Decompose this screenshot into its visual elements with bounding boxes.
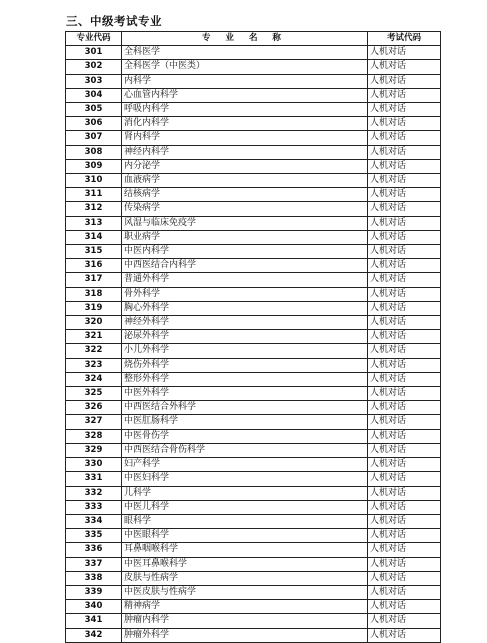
exam-cell: 人机对话 — [368, 301, 441, 315]
exam-cell: 人机对话 — [368, 500, 441, 514]
name-cell: 呼吸内科学 — [122, 103, 368, 117]
section-heading: 三、中级考试专业 — [66, 14, 162, 28]
table-row — [66, 174, 441, 188]
table-row — [66, 103, 441, 117]
name-cell: 职业病学 — [122, 230, 368, 244]
exam-cell: 人机对话 — [368, 159, 441, 173]
exam-cell: 人机对话 — [368, 259, 441, 273]
code-cell: 304 — [66, 88, 122, 102]
code-cell: 335 — [66, 529, 122, 543]
name-cell: 眼科学 — [122, 514, 368, 528]
table-row — [66, 344, 441, 358]
table-row — [66, 415, 441, 429]
exam-cell: 人机对话 — [368, 174, 441, 188]
name-cell: 血液病学 — [122, 174, 368, 188]
table-row — [66, 88, 441, 102]
exam-cell: 人机对话 — [368, 245, 441, 259]
code-cell: 329 — [66, 443, 122, 457]
name-cell: 中西医结合外科学 — [122, 401, 368, 415]
code-cell: 307 — [66, 131, 122, 145]
code-cell: 340 — [66, 600, 122, 614]
code-cell: 336 — [66, 543, 122, 557]
code-cell: 310 — [66, 174, 122, 188]
table-row — [66, 600, 441, 614]
name-cell: 神经内科学 — [122, 145, 368, 159]
table-row — [66, 159, 441, 173]
exam-cell: 人机对话 — [368, 543, 441, 557]
exam-cell: 人机对话 — [368, 330, 441, 344]
code-cell: 334 — [66, 514, 122, 528]
exam-cell: 人机对话 — [368, 344, 441, 358]
code-cell: 303 — [66, 74, 122, 88]
table-row — [66, 472, 441, 486]
code-cell: 316 — [66, 259, 122, 273]
table-row — [66, 557, 441, 571]
code-cell: 317 — [66, 273, 122, 287]
code-cell: 330 — [66, 458, 122, 472]
code-cell: 319 — [66, 301, 122, 315]
name-cell: 中医内科学 — [122, 245, 368, 259]
name-cell: 中医皮肤与性病学 — [122, 585, 368, 599]
table-row — [66, 500, 441, 514]
table-row — [66, 245, 441, 259]
exam-cell: 人机对话 — [368, 60, 441, 74]
exam-cell: 人机对话 — [368, 103, 441, 117]
code-cell: 325 — [66, 387, 122, 401]
name-cell: 妇产科学 — [122, 458, 368, 472]
name-cell: 中医骨伤学 — [122, 429, 368, 443]
name-cell: 中医眼科学 — [122, 529, 368, 543]
exam-cell: 人机对话 — [368, 74, 441, 88]
table-row — [66, 301, 441, 315]
code-cell: 301 — [66, 46, 122, 60]
name-cell: 泌尿外科学 — [122, 330, 368, 344]
name-cell: 小儿外科学 — [122, 344, 368, 358]
code-cell: 324 — [66, 372, 122, 386]
table-row — [66, 543, 441, 557]
name-cell: 心血管内科学 — [122, 88, 368, 102]
table-row — [66, 429, 441, 443]
name-cell: 胸心外科学 — [122, 301, 368, 315]
specialty-table — [65, 31, 441, 643]
exam-cell: 人机对话 — [368, 188, 441, 202]
exam-cell: 人机对话 — [368, 514, 441, 528]
exam-cell: 人机对话 — [368, 117, 441, 131]
name-cell: 整形外科学 — [122, 372, 368, 386]
name-cell: 内科学 — [122, 74, 368, 88]
exam-cell: 人机对话 — [368, 230, 441, 244]
code-cell: 306 — [66, 117, 122, 131]
table-row — [66, 273, 441, 287]
name-cell: 中医肛肠科学 — [122, 415, 368, 429]
code-cell: 338 — [66, 571, 122, 585]
code-cell: 342 — [66, 628, 122, 642]
table-row — [66, 131, 441, 145]
code-cell: 323 — [66, 358, 122, 372]
exam-cell: 人机对话 — [368, 458, 441, 472]
name-cell: 传染病学 — [122, 202, 368, 216]
code-cell: 331 — [66, 472, 122, 486]
name-cell: 风湿与临床免疫学 — [122, 216, 368, 230]
exam-cell: 人机对话 — [368, 46, 441, 60]
table-row — [66, 614, 441, 628]
code-cell: 341 — [66, 614, 122, 628]
name-cell: 肾内科学 — [122, 131, 368, 145]
name-cell: 消化内科学 — [122, 117, 368, 131]
exam-cell: 人机对话 — [368, 387, 441, 401]
code-cell: 326 — [66, 401, 122, 415]
code-cell: 320 — [66, 316, 122, 330]
table-row — [66, 188, 441, 202]
code-cell: 302 — [66, 60, 122, 74]
exam-cell: 人机对话 — [368, 585, 441, 599]
table-row — [66, 259, 441, 273]
table-row — [66, 145, 441, 159]
name-cell: 肿瘤内科学 — [122, 614, 368, 628]
exam-cell: 人机对话 — [368, 287, 441, 301]
name-cell: 耳鼻咽喉科学 — [122, 543, 368, 557]
name-cell: 普通外科学 — [122, 273, 368, 287]
code-cell: 318 — [66, 287, 122, 301]
table-body — [66, 46, 441, 643]
name-cell: 中医妇科学 — [122, 472, 368, 486]
exam-cell: 人机对话 — [368, 472, 441, 486]
exam-cell: 人机对话 — [368, 372, 441, 386]
exam-cell: 人机对话 — [368, 358, 441, 372]
header-code: 专业代码 — [66, 32, 122, 46]
table-row — [66, 401, 441, 415]
exam-cell: 人机对话 — [368, 529, 441, 543]
table-row — [66, 202, 441, 216]
table-row — [66, 486, 441, 500]
name-cell: 骨外科学 — [122, 287, 368, 301]
name-cell: 结核病学 — [122, 188, 368, 202]
table-row — [66, 330, 441, 344]
code-cell: 321 — [66, 330, 122, 344]
table-row — [66, 387, 441, 401]
name-cell: 全科医学（中医类） — [122, 60, 368, 74]
code-cell: 322 — [66, 344, 122, 358]
name-cell: 中医耳鼻喉科学 — [122, 557, 368, 571]
table-row — [66, 571, 441, 585]
name-cell: 烧伤外科学 — [122, 358, 368, 372]
exam-cell: 人机对话 — [368, 571, 441, 585]
exam-cell: 人机对话 — [368, 145, 441, 159]
exam-cell: 人机对话 — [368, 88, 441, 102]
header-name: 专 业 名 称 — [122, 32, 368, 46]
name-cell: 肿瘤外科学 — [122, 628, 368, 642]
table-row — [66, 287, 441, 301]
code-cell: 312 — [66, 202, 122, 216]
table-row — [66, 117, 441, 131]
exam-cell: 人机对话 — [368, 415, 441, 429]
table-row — [66, 230, 441, 244]
table-row — [66, 46, 441, 60]
table-row — [66, 443, 441, 457]
code-cell: 314 — [66, 230, 122, 244]
table-row — [66, 316, 441, 330]
code-cell: 308 — [66, 145, 122, 159]
exam-cell: 人机对话 — [368, 600, 441, 614]
name-cell: 内分泌学 — [122, 159, 368, 173]
table-row — [66, 74, 441, 88]
table-row — [66, 358, 441, 372]
code-cell: 309 — [66, 159, 122, 173]
name-cell: 精神病学 — [122, 600, 368, 614]
code-cell: 332 — [66, 486, 122, 500]
table-row — [66, 585, 441, 599]
exam-cell: 人机对话 — [368, 429, 441, 443]
code-cell: 305 — [66, 103, 122, 117]
name-cell: 中医儿科学 — [122, 500, 368, 514]
name-cell: 儿科学 — [122, 486, 368, 500]
code-cell: 339 — [66, 585, 122, 599]
exam-cell: 人机对话 — [368, 216, 441, 230]
exam-cell: 人机对话 — [368, 628, 441, 642]
exam-cell: 人机对话 — [368, 486, 441, 500]
code-cell: 337 — [66, 557, 122, 571]
name-cell: 中西医结合内科学 — [122, 259, 368, 273]
code-cell: 327 — [66, 415, 122, 429]
code-cell: 333 — [66, 500, 122, 514]
exam-cell: 人机对话 — [368, 273, 441, 287]
exam-cell: 人机对话 — [368, 614, 441, 628]
table-row — [66, 216, 441, 230]
table-row — [66, 529, 441, 543]
code-cell: 315 — [66, 245, 122, 259]
code-cell: 311 — [66, 188, 122, 202]
name-cell: 神经外科学 — [122, 316, 368, 330]
exam-cell: 人机对话 — [368, 443, 441, 457]
table-row — [66, 514, 441, 528]
exam-cell: 人机对话 — [368, 401, 441, 415]
table-header-row — [66, 32, 441, 46]
name-cell: 全科医学 — [122, 46, 368, 60]
code-cell: 328 — [66, 429, 122, 443]
name-cell: 中西医结合骨伤科学 — [122, 443, 368, 457]
table-row — [66, 60, 441, 74]
name-cell: 皮肤与性病学 — [122, 571, 368, 585]
table-row — [66, 628, 441, 642]
exam-cell: 人机对话 — [368, 316, 441, 330]
header-exam: 考试代码 — [368, 32, 441, 46]
name-cell: 中医外科学 — [122, 387, 368, 401]
exam-cell: 人机对话 — [368, 557, 441, 571]
code-cell: 313 — [66, 216, 122, 230]
table-row — [66, 458, 441, 472]
exam-cell: 人机对话 — [368, 202, 441, 216]
table-row — [66, 372, 441, 386]
exam-cell: 人机对话 — [368, 131, 441, 145]
